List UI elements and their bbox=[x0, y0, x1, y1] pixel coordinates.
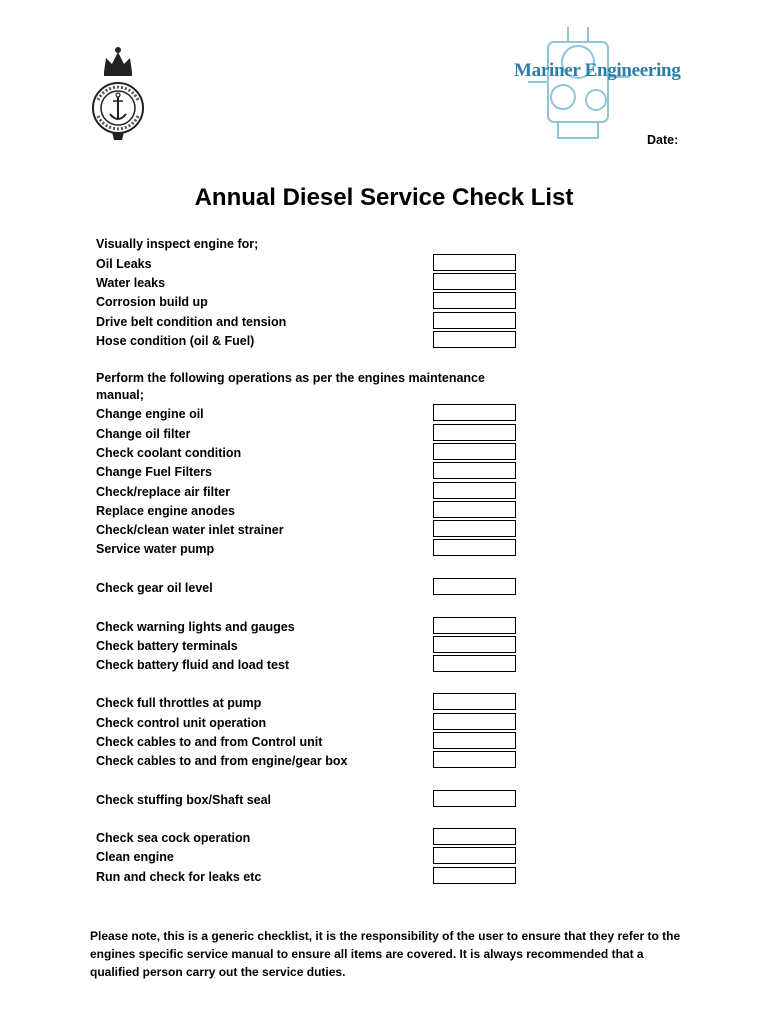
checkbox-water-leaks[interactable] bbox=[433, 273, 516, 290]
checkbox-stuffing-box[interactable] bbox=[433, 790, 516, 807]
checkbox-inlet-strainer[interactable] bbox=[433, 520, 516, 537]
checkbox-drive-belt[interactable] bbox=[433, 312, 516, 329]
checklist-item-change-oil-filter: Change oil filter bbox=[96, 427, 191, 441]
checklist-item-inlet-strainer: Check/clean water inlet strainer bbox=[96, 523, 284, 537]
checkbox-warning-lights[interactable] bbox=[433, 617, 516, 634]
checkbox-anodes[interactable] bbox=[433, 501, 516, 518]
checkbox-sea-cock[interactable] bbox=[433, 828, 516, 845]
checkbox-full-throttles[interactable] bbox=[433, 693, 516, 710]
checklist-item-cables-engine: Check cables to and from engine/gear box bbox=[96, 754, 348, 768]
checkbox-oil-leaks[interactable] bbox=[433, 254, 516, 271]
checkbox-clean-engine[interactable] bbox=[433, 847, 516, 864]
checklist-item-clean-engine: Clean engine bbox=[96, 850, 174, 864]
checkbox-gear-oil[interactable] bbox=[433, 578, 516, 595]
checkbox-cables-control-unit[interactable] bbox=[433, 732, 516, 749]
checklist-item-water-leaks: Water leaks bbox=[96, 276, 166, 290]
date-label: Date: bbox=[647, 133, 679, 147]
checkbox-change-engine-oil[interactable] bbox=[433, 404, 516, 421]
checklist-item-battery-fluid: Check battery fluid and load test bbox=[96, 658, 290, 672]
checklist-item-hose-condition: Hose condition (oil & Fuel) bbox=[96, 334, 255, 348]
checklist-item-air-filter: Check/replace air filter bbox=[96, 485, 231, 499]
checklist-item-drive-belt: Drive belt condition and tension bbox=[96, 315, 287, 329]
checklist-item-oil-leaks: Oil Leaks bbox=[96, 257, 152, 271]
logo-wordmark: Mariner Engineering bbox=[514, 60, 681, 81]
checklist-item-change-engine-oil: Change engine oil bbox=[96, 407, 204, 421]
checklist-item-coolant: Check coolant condition bbox=[96, 446, 242, 460]
checkbox-fuel-filters[interactable] bbox=[433, 462, 516, 479]
checklist-item-gear-oil: Check gear oil level bbox=[96, 581, 213, 595]
checklist-item-warning-lights: Check warning lights and gauges bbox=[96, 620, 295, 634]
checklist-item-cables-control-unit: Check cables to and from Control unit bbox=[96, 735, 323, 749]
checklist-item-run-check-leaks: Run and check for leaks etc bbox=[96, 870, 262, 884]
checkbox-air-filter[interactable] bbox=[433, 482, 516, 499]
section-heading-operations: Perform the following operations as per the engines maintenance manual; bbox=[96, 371, 485, 402]
checkbox-change-oil-filter[interactable] bbox=[433, 424, 516, 441]
checkbox-corrosion[interactable] bbox=[433, 292, 516, 309]
checkbox-battery-fluid[interactable] bbox=[433, 655, 516, 672]
checkbox-control-unit[interactable] bbox=[433, 713, 516, 730]
page-title: Annual Diesel Service Check List bbox=[194, 184, 574, 211]
crest-icon bbox=[90, 42, 146, 146]
checkbox-coolant[interactable] bbox=[433, 443, 516, 460]
checkbox-battery-terminals[interactable] bbox=[433, 636, 516, 653]
checklist-item-full-throttles: Check full throttles at pump bbox=[96, 696, 262, 710]
footer-disclaimer: Please note, this is a generic checklist, it is the responsibility of the user to ensure that they refer to the engines specific service manual to ensure all items are covered. It is always recommended that a qualified person carry out the service duties. bbox=[90, 929, 681, 979]
yacht-squadron-crest-logo bbox=[90, 42, 146, 146]
checklist-item-anodes: Replace engine anodes bbox=[96, 504, 235, 518]
engine-graphic-icon bbox=[508, 22, 648, 146]
checklist-item-water-pump: Service water pump bbox=[96, 542, 215, 556]
checklist-item-fuel-filters: Change Fuel Filters bbox=[96, 465, 212, 479]
checklist-item-sea-cock: Check sea cock operation bbox=[96, 831, 251, 845]
checkbox-cables-engine[interactable] bbox=[433, 751, 516, 768]
checkbox-hose-condition[interactable] bbox=[433, 331, 516, 348]
checklist-item-corrosion: Corrosion build up bbox=[96, 295, 208, 309]
section-heading-visual-inspect: Visually inspect engine for; bbox=[96, 237, 259, 251]
checkbox-water-pump[interactable] bbox=[433, 539, 516, 556]
checklist-item-battery-terminals: Check battery terminals bbox=[96, 639, 238, 653]
checkbox-run-check-leaks[interactable] bbox=[433, 867, 516, 884]
checklist-item-stuffing-box: Check stuffing box/Shaft seal bbox=[96, 793, 272, 807]
checklist-item-control-unit: Check control unit operation bbox=[96, 716, 267, 730]
